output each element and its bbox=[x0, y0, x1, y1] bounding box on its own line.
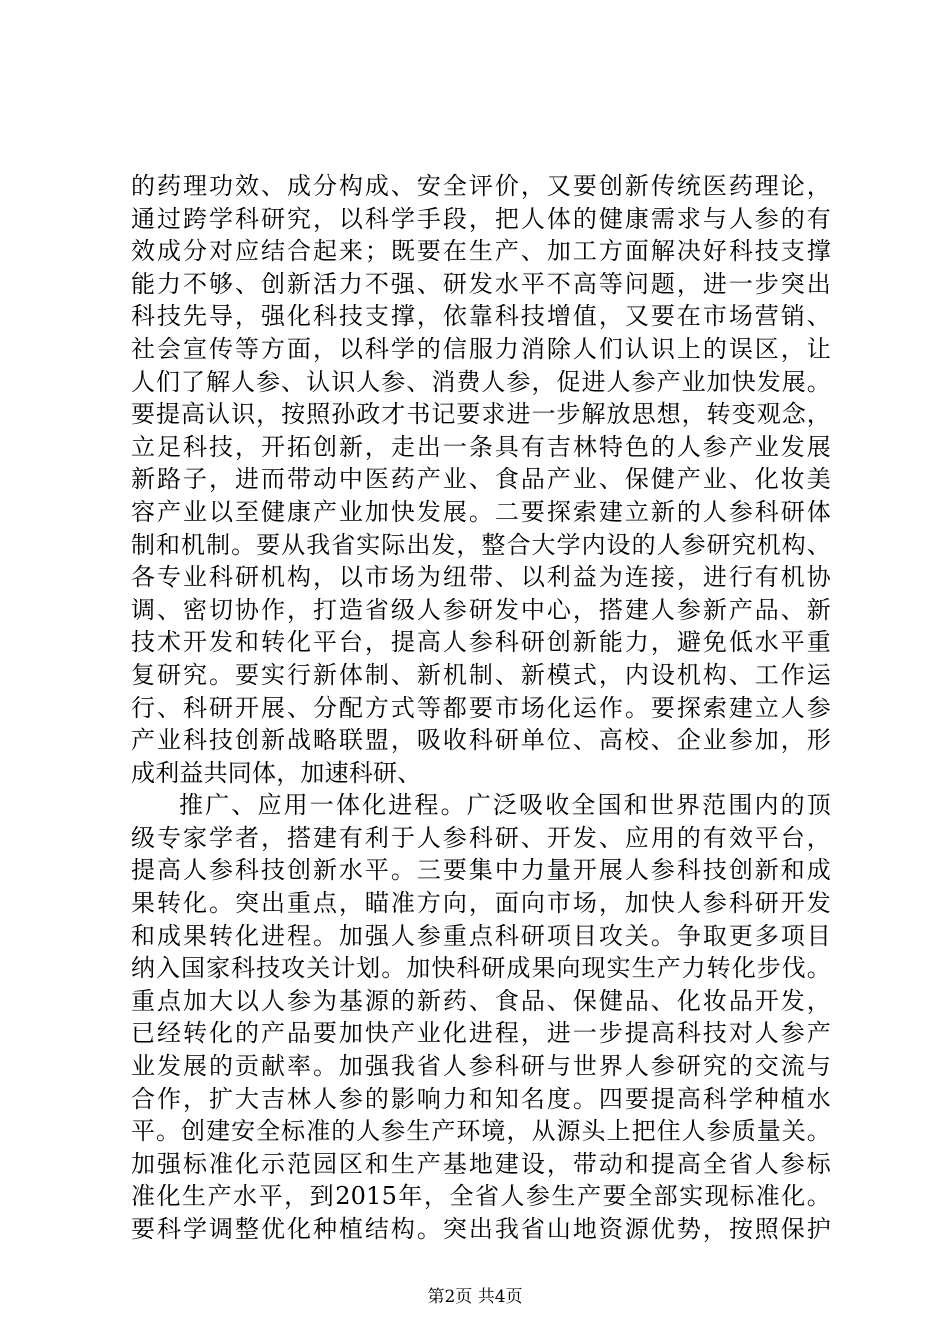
text-line: 要提高认识，按照孙政才书记要求进一步解放思想，转变观念， bbox=[131, 400, 831, 429]
text-line: 成利益共同体，加速科研、 bbox=[131, 758, 422, 787]
text-line: 级专家学者，搭建有利于人参科研、开发、应用的有效平台， bbox=[131, 823, 831, 852]
text-line: 合作，扩大吉林人参的影响力和知名度。四要提高科学种植水 bbox=[131, 1084, 831, 1113]
text-line: 人们了解人参、认识人参、消费人参，促进人参产业加快发展。 bbox=[131, 367, 831, 396]
text-line: 业发展的贡献率。加强我省人参科研与世界人参研究的交流与 bbox=[131, 1052, 831, 1081]
text-line: 各专业科研机构，以市场为纽带、以利益为连接，进行有机协 bbox=[131, 563, 831, 592]
text-line: 行、科研开展、分配方式等都要市场化运作。要探索建立人参 bbox=[131, 693, 831, 722]
text-line: 效成分对应结合起来；既要在生产、加工方面解决好科技支撑 bbox=[131, 237, 831, 266]
text-line: 调、密切协作，打造省级人参研发中心，搭建人参新产品、新 bbox=[131, 595, 831, 624]
page-number-footer: 第2页 共4页 bbox=[427, 1287, 523, 1307]
text-line: 技术开发和转化平台，提高人参科研创新能力，避免低水平重 bbox=[131, 628, 831, 657]
text-line: 制和机制。要从我省实际出发，整合大学内设的人参研究机构、 bbox=[131, 530, 831, 559]
text-line: 提高人参科技创新水平。三要集中力量开展人参科技创新和成 bbox=[131, 856, 831, 885]
text-line: 复研究。要实行新体制、新机制、新模式，内设机构、工作运 bbox=[131, 660, 831, 689]
text-line: 加强标准化示范园区和生产基地建设，带动和提高全省人参标 bbox=[131, 1149, 831, 1178]
text-line: 的药理功效、成分构成、安全评价，又要创新传统医药理论， bbox=[131, 172, 831, 200]
text-line: 容产业以至健康产业加快发展。二要探索建立新的人参科研体 bbox=[131, 497, 831, 526]
text-line: 纳入国家科技攻关计划。加快科研成果向现实生产力转化步伐。 bbox=[131, 954, 831, 983]
text-line-indented: 推广、应用一体化进程。广泛吸收全国和世界范围内的顶 bbox=[179, 791, 831, 820]
text-line: 新路子，进而带动中医药产业、食品产业、保健产业、化妆美 bbox=[131, 465, 831, 494]
text-line: 科技先导，强化科技支撑，依靠科技增值，又要在市场营销、 bbox=[131, 302, 831, 331]
text-line: 通过跨学科研究，以科学手段，把人体的健康需求与人参的有 bbox=[131, 204, 831, 233]
text-line: 社会宣传等方面，以科学的信服力消除人们认识上的误区，让 bbox=[131, 334, 831, 363]
text-line: 产业科技创新战略联盟，吸收科研单位、高校、企业参加，形 bbox=[131, 726, 831, 755]
text-line: 已经转化的产品要加快产业化进程，进一步提高科技对人参产 bbox=[131, 1019, 831, 1048]
text-line: 和成果转化进程。加强人参重点科研项目攻关。争取更多项目 bbox=[131, 921, 831, 950]
text-line: 平。创建安全标准的人参生产环境，从源头上把住人参质量关。 bbox=[131, 1117, 831, 1146]
text-line: 要科学调整优化种植结构。突出我省山地资源优势，按照保护 bbox=[131, 1215, 831, 1243]
body-text bbox=[131, 170, 831, 1246]
text-line: 重点加大以人参为基源的新药、食品、保健品、化妆品开发， bbox=[131, 986, 831, 1015]
text-line: 能力不够、创新活力不强、研发水平不高等问题，进一步突出 bbox=[131, 269, 831, 298]
text-line: 立足科技，开拓创新，走出一条具有吉林特色的人参产业发展 bbox=[131, 432, 831, 461]
text-line: 准化生产水平，到2015年，全省人参生产要全部实现标准化。 bbox=[131, 1182, 831, 1211]
text-line: 果转化。突出重点，瞄准方向，面向市场，加快人参科研开发 bbox=[131, 889, 831, 918]
